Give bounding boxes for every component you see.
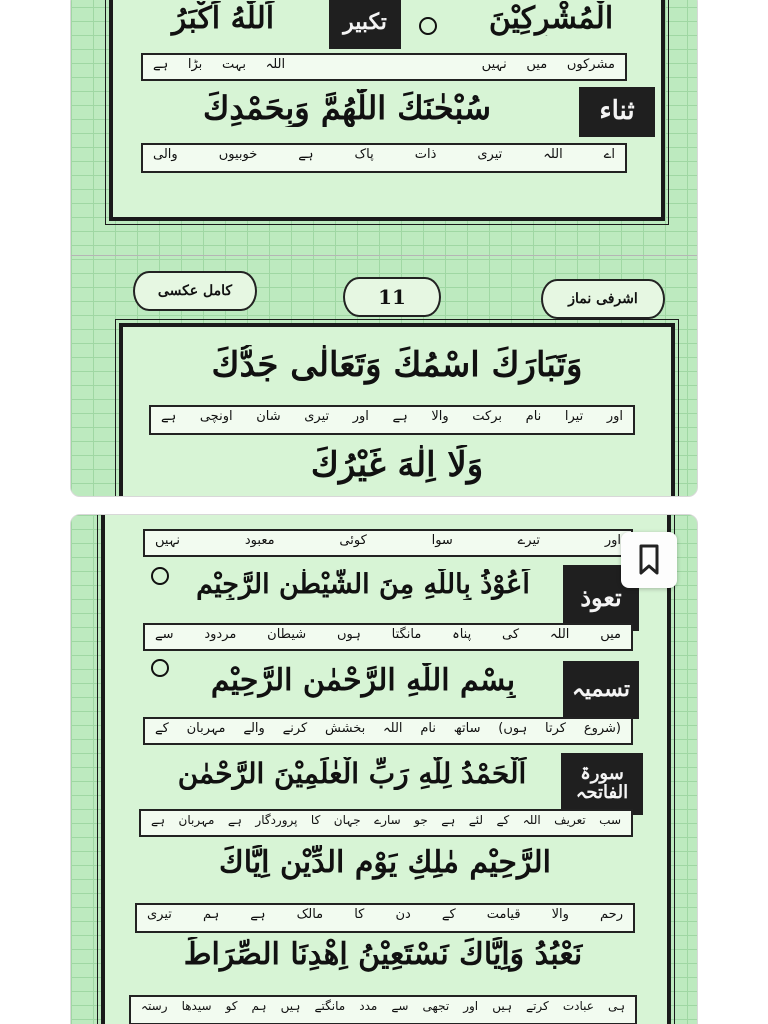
tasmia-arabic: بِسْمِ اللّٰهِ الرَّحْمٰنِ الرَّحِيْمِ <box>210 663 516 698</box>
header-cartouche-left: کامل عکسی <box>133 271 257 311</box>
page-divider <box>71 255 697 256</box>
tasmia-translation: (شروع کرتا ہوں) ساتھ نام اللہ بخشش کرنے والے مہربان کے <box>143 717 633 745</box>
tabarak-arabic: وَتَبَارَكَ اسْمُكَ وَتَعَالٰى جَدُّكَ <box>211 345 583 385</box>
page-image-top <box>70 0 698 497</box>
takbir-translation <box>141 53 627 81</box>
tauz-translation: میں اللہ کی پناہ مانگتا ہوں شیطان مردود سے <box>143 623 633 651</box>
bookmark-icon <box>637 544 661 576</box>
fatiha-translation: سب تعریف اللہ کے لئے ہے جو سارے جہان کا پروردگار ہے مہربان ہے <box>139 809 633 837</box>
upper-text-frame <box>109 0 665 221</box>
fatiha-label: سورۃ الفاتحہ <box>561 753 643 815</box>
la-ilaha-arabic: وَلَا اِلٰهَ غَيْرُكَ <box>310 445 484 485</box>
takbir-arabic-right: الْمُشْرِكِيْنَ <box>488 1 614 36</box>
tasmia-label: تسمیہ <box>563 661 639 719</box>
header-cartouche-right: اشرفی نماز <box>541 279 665 319</box>
bookmark-button[interactable] <box>621 532 677 588</box>
takbir-translation-right: مشرکوں میں نہیں <box>481 57 616 72</box>
takbir-arabic-left: اَللّٰهُ اَكْبَرُ <box>171 1 275 36</box>
tabarak-translation: اور تیرا نام برکت والا ہے اور تیری شان اونچی ہے <box>149 405 635 435</box>
takbir-translation-left: اللہ بہت بڑا ہے <box>153 57 286 72</box>
nabudu-arabic: نَعْبُدُ وَاِيَّاكَ نَسْتَعِيْنُ اِهْدِنَا الصِّرَاطَ <box>183 937 583 972</box>
sana-arabic: سُبْحٰنَكَ اللّٰهُمَّ وَبِحَمْدِكَ <box>203 89 491 127</box>
lower-text-frame <box>119 323 675 497</box>
page-image-bottom <box>70 514 698 1024</box>
maliki-arabic: الرَّحِيْمِ مٰلِكِ يَوْمِ الدِّيْنِ اِيَّاكَ <box>218 845 552 880</box>
tauz-label: تعوذ <box>563 565 639 631</box>
tauz-arabic: اَعُوْذُ بِاللّٰهِ مِنَ الشَّيْطٰنِ الرَّجِيْمِ <box>196 569 530 600</box>
nabudu-translation: ہی عبادت کرتے ہیں اور تجھی سے مدد مانگتے ہیں ہم کو سیدھا رستہ <box>129 995 637 1024</box>
fatiha-text-frame <box>101 514 671 1024</box>
verse-end-mark <box>419 17 437 35</box>
sana-label: ثناء <box>579 87 655 137</box>
sana-translation: اے اللہ تیری ذات پاک ہے خوبیوں والی <box>141 143 627 173</box>
la-ilaha-translation: اور تیرے سوا کوئی معبود نہیں <box>143 529 633 557</box>
maliki-translation: رحم والا قیامت کے دن کا مالک ہے ہم تیری <box>135 903 635 933</box>
takbir-label: تکبیر <box>329 0 401 49</box>
page-number-cartouche: 11 <box>343 277 441 317</box>
fatiha-arabic: اَلْحَمْدُ لِلّٰهِ رَبِّ الْعٰلَمِيْنَ الرَّحْمٰنِ <box>177 757 527 790</box>
